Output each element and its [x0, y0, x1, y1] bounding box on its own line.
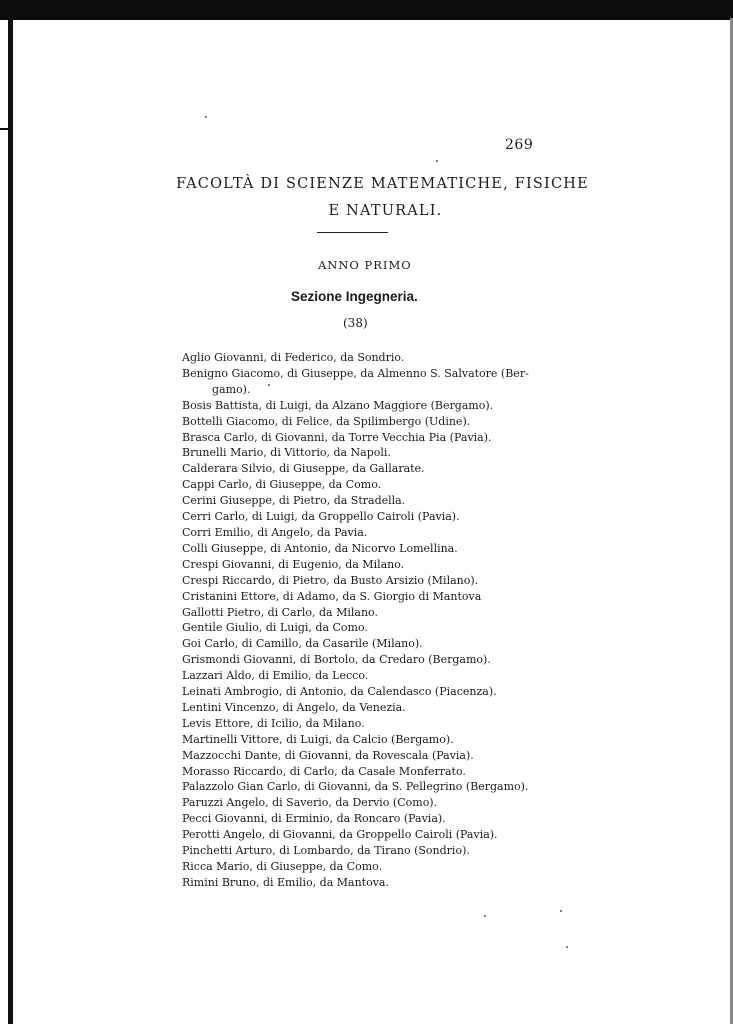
student-entry: Calderara Silvio, di Giuseppe, da Gallarate. — [182, 462, 425, 476]
scan-speck — [566, 946, 568, 948]
student-entry: Brunelli Mario, di Vittorio, da Napoli. — [182, 446, 391, 460]
student-entry-continuation: gamo). — [212, 382, 251, 396]
heading-divider — [317, 232, 388, 233]
student-entry: Levis Ettore, di Icilio, da Milano. — [182, 716, 365, 730]
faculty-heading-line-1: FACOLTÀ DI SCIENZE MATEMATICHE, FISICHE — [176, 176, 589, 192]
scan-speck — [436, 160, 438, 162]
student-entry: Aglio Giovanni, di Federico, da Sondrio. — [182, 351, 405, 364]
student-entry: Rimini Bruno, di Emilio, da Mantova. — [182, 875, 389, 889]
student-entry: Pecci Giovanni, di Erminio, da Roncaro (Pavia). — [182, 812, 446, 826]
section-title: Sezione Ingegneria. — [291, 289, 418, 304]
student-entry: Palazzolo Gian Carlo, di Giovanni, da S. Pellegrino (Bergamo). — [182, 780, 529, 794]
student-entry: Gallotti Pietro, di Carlo, da Milano. — [182, 605, 378, 619]
student-entry: Mazzocchi Dante, di Giovanni, da Rovescala (Pavia). — [182, 748, 474, 762]
student-entry: Colli Giuseppe, di Antonio, da Nicorvo Lomellina. — [182, 541, 458, 555]
student-entry: Paruzzi Angelo, di Saverio, da Dervio (Como). — [182, 796, 438, 810]
student-entry: Grismondi Giovanni, di Bortolo, da Credaro (Bergamo). — [182, 653, 491, 667]
student-entry: Benigno Giacomo, di Giuseppe, da Almenno S. Salvatore (Ber- — [182, 366, 529, 380]
student-entry: Lentini Vincenzo, di Angelo, da Venezia. — [182, 700, 406, 714]
student-entry: Cerri Carlo, di Luigi, da Groppello Cairoli (Pavia). — [182, 510, 460, 524]
student-entry: Bosis Battista, di Luigi, da Alzano Maggiore (Bergamo). — [182, 398, 494, 412]
student-entry: Brasca Carlo, di Giovanni, da Torre Vecchia Pia (Pavia). — [182, 430, 492, 444]
student-entry: Crespi Riccardo, di Pietro, da Busto Arsizio (Milano). — [182, 573, 479, 587]
scan-speck — [268, 384, 270, 386]
student-entry: Cappi Carlo, di Giuseppe, da Como. — [182, 478, 382, 492]
scan-left-tick-mark — [0, 128, 9, 130]
student-entry: Perotti Angelo, di Giovanni, da Groppello Cairoli (Pavia). — [182, 828, 498, 842]
year-heading: ANNO PRIMO — [318, 258, 412, 272]
student-entry: Pinchetti Arturo, di Lombardo, da Tirano (Sondrio). — [182, 844, 470, 858]
scan-speck — [205, 116, 207, 118]
student-list — [182, 350, 557, 891]
student-entry: Ricca Mario, di Giuseppe, da Como. — [182, 860, 383, 873]
scan-speck — [560, 910, 562, 912]
page-number: 269 — [505, 137, 534, 153]
student-entry: Gentile Giulio, di Luigi, da Como. — [182, 621, 368, 635]
student-entry: Goi Carlo, di Camillo, da Casarile (Milano). — [182, 637, 423, 651]
student-count: (38) — [343, 316, 368, 330]
student-entry: Cerini Giuseppe, di Pietro, da Stradella. — [182, 494, 406, 508]
student-entry: Lazzari Aldo, di Emilio, da Lecco. — [182, 669, 369, 683]
student-entry: Leinati Ambrogio, di Antonio, da Calendasco (Piacenza). — [182, 685, 497, 699]
student-entry: Cristanini Ettore, di Adamo, da S. Giorgio di Mantova — [182, 589, 482, 603]
scan-left-border — [8, 18, 13, 1024]
faculty-heading-line-2: E NATURALI. — [328, 203, 443, 219]
student-entry: Morasso Riccardo, di Carlo, da Casale Monferrato. — [182, 764, 466, 778]
student-entry: Corri Emilio, di Angelo, da Pavia. — [182, 525, 368, 539]
student-entry: Bottelli Giacomo, di Felice, da Spilimbergo (Udine). — [182, 414, 471, 428]
student-entry: Crespi Giovanni, di Eugenio, da Milano. — [182, 557, 405, 571]
scan-speck — [484, 915, 486, 917]
scan-top-border — [0, 0, 733, 20]
student-entry: Martinelli Vittore, di Luigi, da Calcio (Bergamo). — [182, 732, 454, 746]
